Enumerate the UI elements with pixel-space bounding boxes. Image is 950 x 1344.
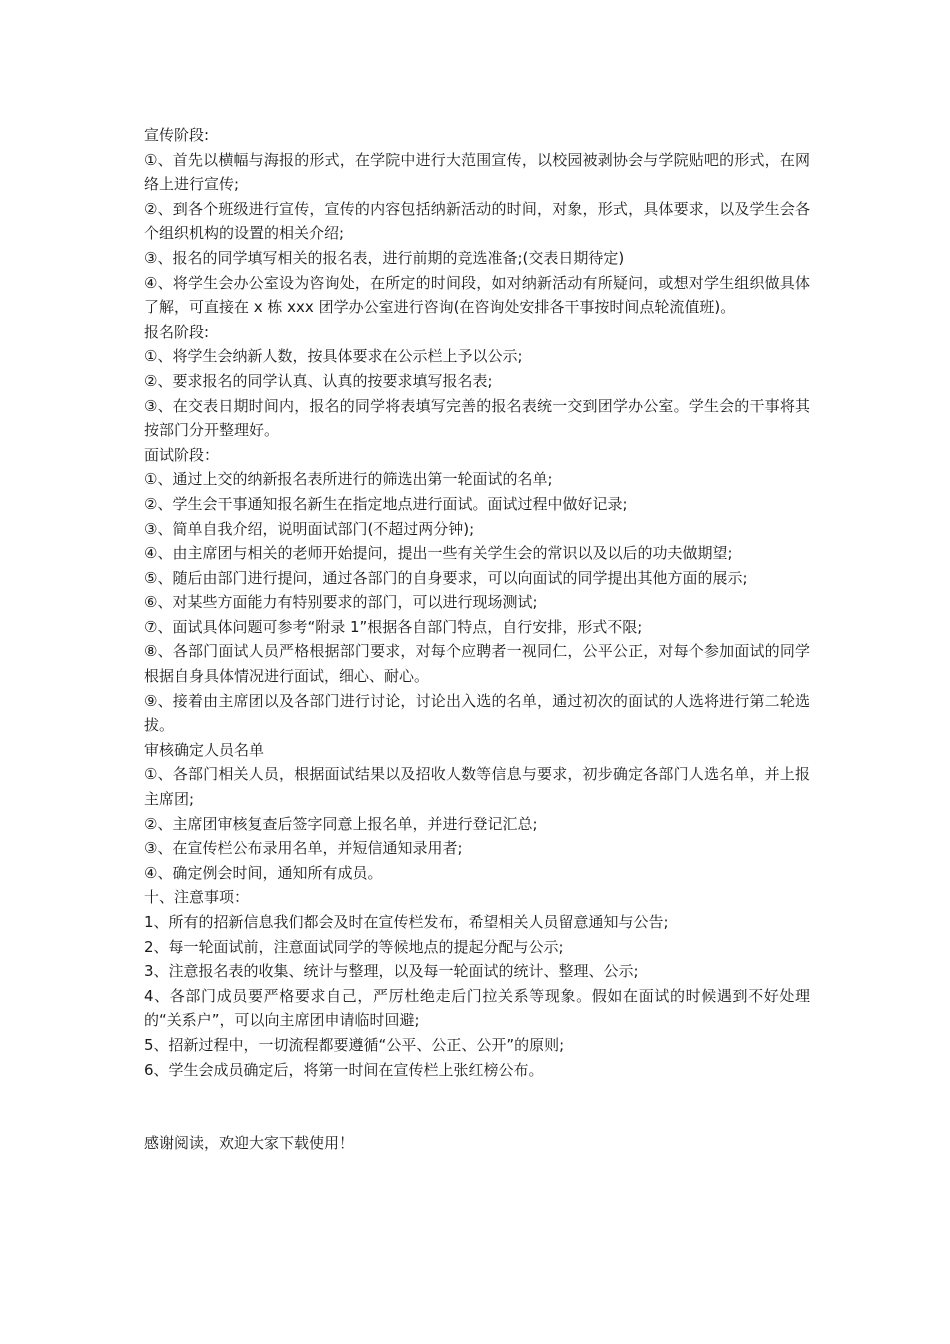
section-heading: 审核确定人员名单 bbox=[144, 740, 265, 759]
list-item: ④、由主席团与相关的老师开始提问，提出一些有关学生会的常识以及以后的功夫做期望; bbox=[144, 544, 733, 563]
list-item: ②、学生会干事通知报名新生在指定地点进行面试。面试过程中做好记录; bbox=[144, 494, 628, 513]
list-item: ④、确定例会时间，通知所有成员。 bbox=[144, 863, 383, 882]
list-item: ③、在交表日期时间内，报名的同学将表填写完善的报名表统一交到团学办公室。学生会的干事将其按部门分开整理好。 bbox=[144, 396, 810, 440]
document-page bbox=[144, 123, 810, 1156]
list-item: ②、要求报名的同学认真、认真的按要求填写报名表; bbox=[144, 371, 493, 390]
list-item: ③、在宣传栏公布录用名单，并短信通知录用者; bbox=[144, 839, 463, 858]
list-item: ①、首先以横幅与海报的形式，在学院中进行大范围宣传，以校园被剥协会与学院贴吧的形式，在网络上进行宣传; bbox=[144, 150, 810, 194]
closing-text: 感谢阅读，欢迎大家下载使用！ bbox=[144, 1134, 355, 1153]
section-heading: 宣传阶段: bbox=[144, 126, 210, 144]
list-item: ②、主席团审核复查后签字同意上报名单，并进行登记汇总; bbox=[144, 814, 538, 833]
list-item: ③、报名的同学填写相关的报名表，进行前期的竞选准备;(交表日期待定) bbox=[144, 248, 625, 267]
list-item: ①、各部门相关人员，根据面试结果以及招收人数等信息与要求，初步确定各部门人选名单，并上报主席团; bbox=[144, 765, 810, 809]
list-item: 6、学生会成员确定后，将第一时间在宣传栏上张红榜公布。 bbox=[144, 1060, 544, 1079]
spacer bbox=[144, 1082, 810, 1131]
list-item: ①、通过上交的纳新报名表所进行的筛选出第一轮面试的名单; bbox=[144, 470, 553, 489]
list-item: 1、所有的招新信息我们都会及时在宣传栏发布，希望相关人员留意通知与公告; bbox=[144, 913, 669, 931]
list-item: ②、到各个班级进行宣传，宣传的内容包括纳新活动的时间，对象，形式，具体要求，以及学生会各个组织机构的设置的相关介绍; bbox=[144, 199, 810, 243]
list-item: ⑤、随后由部门进行提问，通过各部门的自身要求，可以向面试的同学提出其他方面的展示; bbox=[144, 568, 748, 587]
section-heading: 报名阶段: bbox=[144, 322, 210, 341]
list-item: ⑨、接着由主席团以及各部门进行讨论，讨论出入选的名单，通过初次的面试的人选将进行第二轮选拔。 bbox=[144, 691, 810, 735]
list-item: ⑥、对某些方面能力有特别要求的部门，可以进行现场测试; bbox=[144, 593, 538, 612]
list-item: ⑧、各部门面试人员严格根据部门要求，对每个应聘者一视同仁，公平公正，对每个参加面试的同学根据自身具体情况进行面试，细心、耐心。 bbox=[144, 642, 810, 686]
list-item: 3、注意报名表的收集、统计与整理，以及每一轮面试的统计、整理、公示; bbox=[144, 962, 639, 981]
list-item: ③、简单自我介绍，说明面试部门(不超过两分钟); bbox=[144, 519, 475, 538]
section-heading: 面试阶段： bbox=[144, 445, 220, 464]
list-item: 2、每一轮面试前，注意面试同学的等候地点的提起分配与公示; bbox=[144, 937, 564, 956]
list-item: ④、将学生会办公室设为咨询处，在所定的时间段，如对纳新活动有所疑问，或想对学生组织做具体了解，可直接在 x 栋 xxx 团学办公室进行咨询(在咨询处安排各干事按时间点轮流值班)。 bbox=[144, 273, 810, 317]
list-item: ⑦、面试具体问题可参考“附录 1”根据各自部门特点，自行安排，形式不限; bbox=[144, 617, 643, 636]
list-item: 4、各部门成员要严格要求自己，严厉杜绝走后门拉关系等现象。假如在面试的时候遇到不好处理的“关系户”，可以向主席团申请临时回避; bbox=[144, 986, 810, 1030]
section-heading: 十、注意事项： bbox=[144, 888, 250, 907]
list-item: 5、招新过程中，一切流程都要遵循“公平、公正、公开”的原则; bbox=[144, 1035, 565, 1054]
list-item: ①、将学生会纳新人数，按具体要求在公示栏上予以公示; bbox=[144, 347, 523, 366]
